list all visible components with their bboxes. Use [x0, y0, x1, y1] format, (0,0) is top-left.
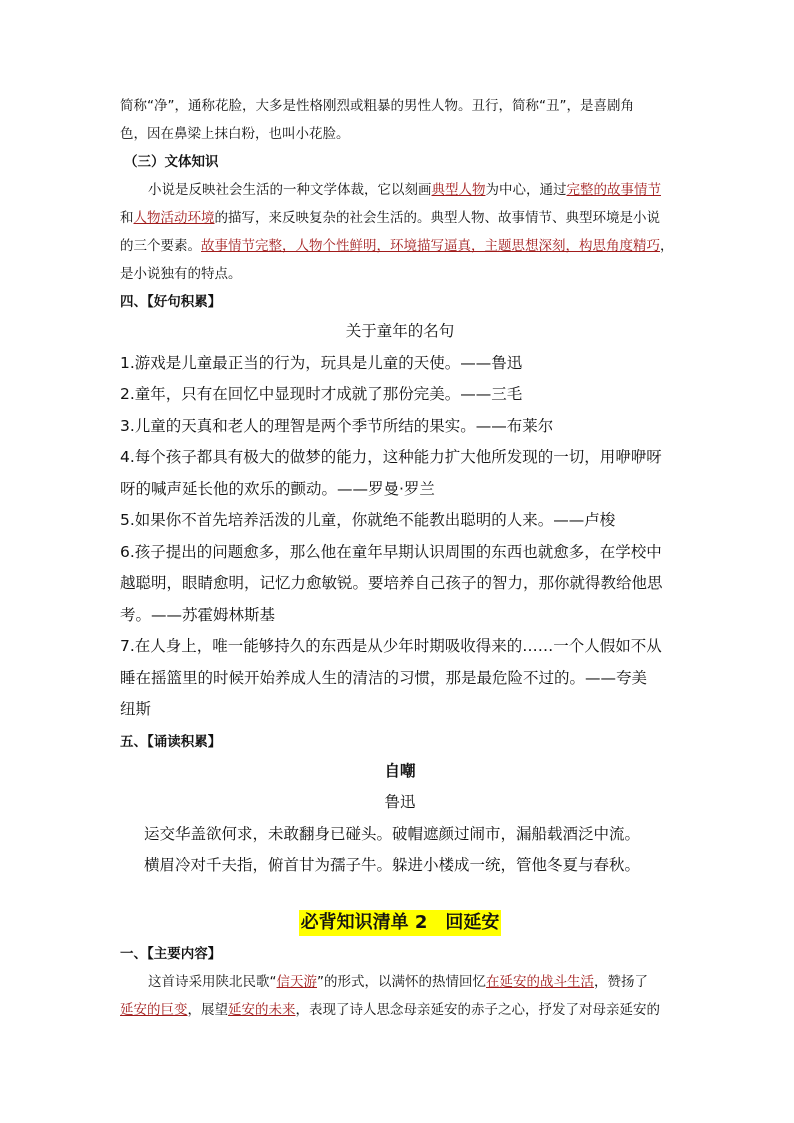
- paragraph-line: [120, 968, 680, 996]
- key-term: 信天游: [276, 973, 317, 990]
- text: ，表现了诗人思念母亲延安的赤子之心，抒发了对母亲延安的: [295, 1001, 660, 1018]
- quote-line: 2.童年，只有在回忆中显现时才成就了那份完美。——三毛: [120, 385, 523, 403]
- document-page: [120, 92, 680, 1024]
- paragraph-line: [120, 996, 680, 1024]
- quote-line: 考。——苏霍姆林斯基: [120, 605, 276, 624]
- quote-line: 睡在摇篮里的时候开始养成人生的清洁的习惯，那是最危险不过的。——夸美: [120, 668, 648, 687]
- key-term: 延安的巨变: [120, 1001, 188, 1018]
- section-heading: 一、【主要内容】: [120, 945, 222, 962]
- poem-line: 横眉冷对千夫指，俯首甘为孺子牛。躲进小楼成一统，管他冬夏与春秋。: [144, 856, 641, 874]
- text: ，展望: [187, 1001, 228, 1018]
- paragraph-line: [120, 232, 680, 260]
- paragraph-line: 是小说独有的特点。: [120, 266, 242, 282]
- key-term: 在延安的战斗生活: [486, 973, 594, 990]
- text: 这首诗采用陕北民歌“: [148, 973, 277, 990]
- poem-line: 运交华盖欲何求，未敢翻身已碰头。破帽遮颜过闹市，漏船载酒泛中流。: [144, 824, 641, 843]
- quote-line: 呀的喊声延长他的欢乐的颤动。——罗曼·罗兰: [120, 479, 435, 498]
- key-term: 故事情节完整，人物个性鲜明，环境描写逼真，主题思想深刻，构思角度精巧: [201, 238, 660, 254]
- paragraph-line: [120, 176, 680, 204]
- key-term: 延安的未来: [228, 1001, 296, 1018]
- paragraph-line: [120, 204, 680, 232]
- key-term: 典型人物: [431, 182, 486, 198]
- text: 的描写，来反映复杂的社会生活的。典型人物、故事情节、典型环境是小说: [214, 210, 660, 226]
- quote-line: 6.孩子提出的问题愈多，那么他在童年早期认识周围的东西也就愈多，在学校中: [120, 542, 662, 561]
- text: ”的形式，以满怀的热情回忆: [317, 973, 486, 990]
- quote-line: 5.如果你不首先培养活泼的儿童，你就绝不能教出聪明的人来。——卢梭: [120, 511, 616, 529]
- section-heading: 五、【诵读积累】: [120, 733, 222, 750]
- text: 和: [120, 210, 134, 226]
- text: ，赞扬了: [594, 973, 648, 990]
- section-heading: （三）文体知识: [124, 154, 219, 170]
- poem-author: 鲁迅: [384, 793, 416, 811]
- paragraph-line: 色，因在鼻梁上抹白粉，也叫小花脸。: [120, 126, 350, 142]
- quote-line: 纽斯: [120, 700, 152, 718]
- quote-line: 7.在人身上，唯一能够持久的东西是从少年时期吸收得来的……一个人假如不从: [120, 637, 662, 655]
- quote-line: 越聪明，眼睛愈明，记忆力愈敏锐。要培养自己孩子的智力，那你就得教给他思: [120, 574, 663, 592]
- quotes-title: 关于童年的名句: [345, 322, 455, 340]
- key-term: 完整的故事情节: [566, 182, 661, 198]
- section-heading: 四、【好句积累】: [120, 294, 222, 310]
- list-title: 必背知识清单 2 回延安: [299, 910, 502, 936]
- quote-line: 1.游戏是儿童最正当的行为，玩具是儿童的天使。——鲁迅: [120, 353, 523, 372]
- list-title-row: [120, 908, 680, 938]
- text: 为中心，通过: [485, 182, 567, 198]
- text: 小说是反映社会生活的一种文学体裁，它以刻画: [148, 182, 432, 198]
- quote-line: 3.儿童的天真和老人的理智是两个季节所结的果实。——布莱尔: [120, 416, 554, 435]
- text: 的三个要素。: [120, 238, 201, 254]
- paragraph-line: 简称“净”，通称花脸，大多是性格刚烈或粗暴的男性人物。丑行，简称“丑”，是喜剧角: [120, 98, 634, 114]
- key-term: 人物活动环境: [133, 210, 215, 226]
- quote-line: 4.每个孩子都具有极大的做梦的能力，这种能力扩大他所发现的一切，用咿咿呀: [120, 448, 662, 466]
- poem-title: 自嘲: [384, 761, 416, 780]
- text: ，: [660, 238, 674, 254]
